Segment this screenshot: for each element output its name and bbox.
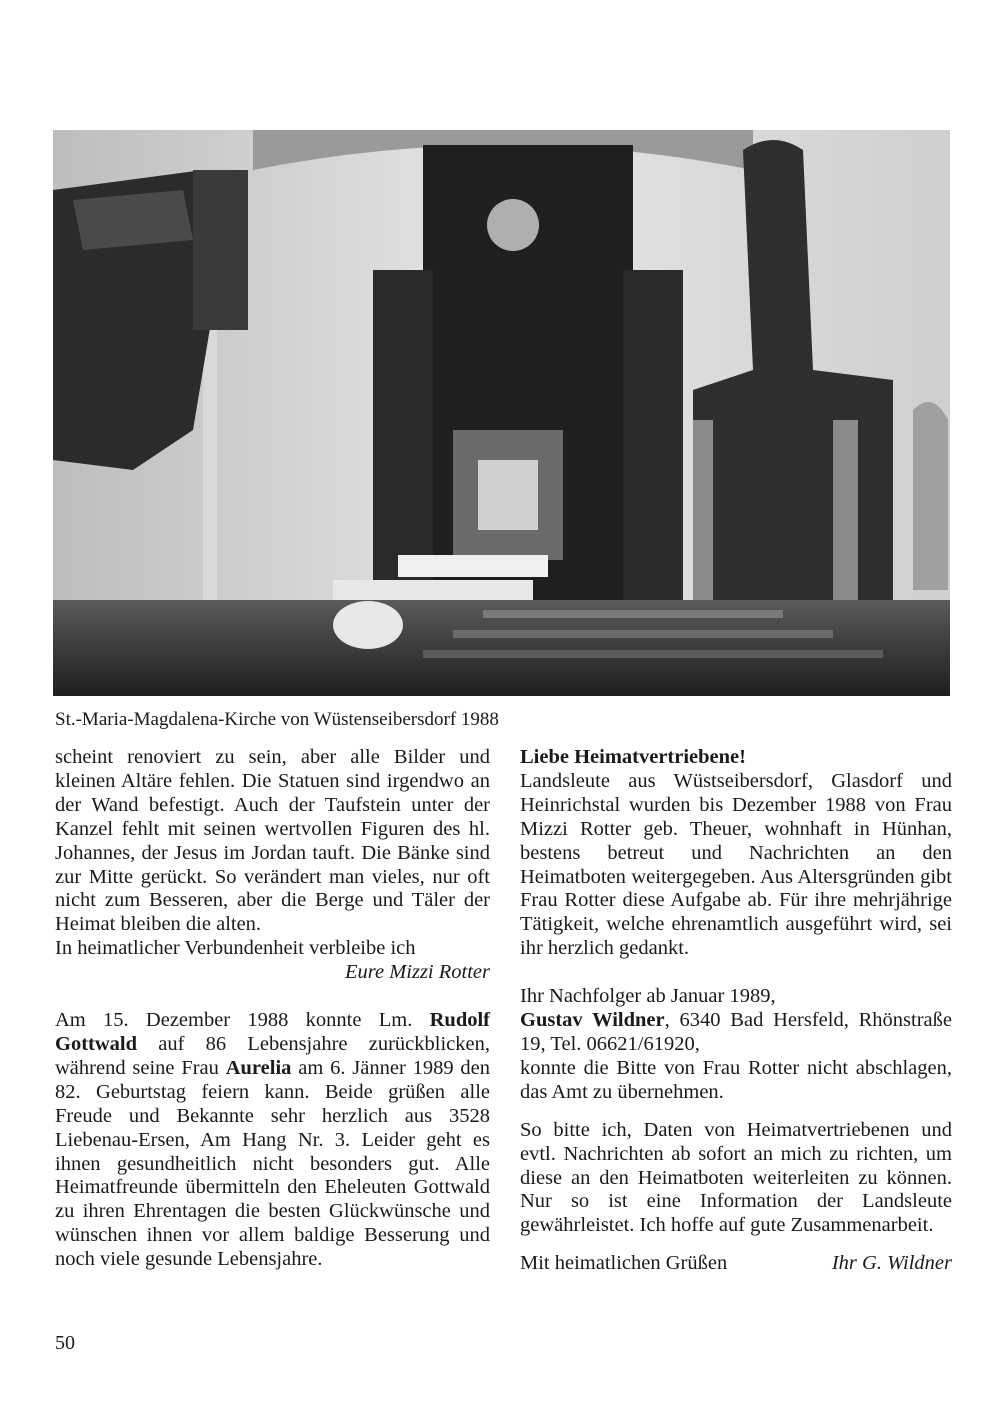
left-column	[55, 746, 490, 1272]
letter-closing: In heimatlicher Verbundenheit verbleibe ich	[55, 937, 416, 960]
successor-name: Gustav Wildner	[520, 1009, 665, 1032]
birthday-name-rudolf: Rudolf Gottwald	[55, 1009, 490, 1055]
spacer	[55, 985, 490, 1009]
successor-text: konnte die Bitte von Frau Rotter nicht abschlagen, das Amt zu übernehmen.	[520, 1056, 952, 1103]
letter-signature: Eure Mizzi Rotter	[344, 961, 490, 984]
closing-line	[520, 1252, 952, 1276]
page-number: 50	[55, 1332, 75, 1354]
birthday-paragraph: Am 15. Dezember 1988 konnte Lm. Rudolf Gottwald auf 86 Lebensjahre zurückblicken, während seine Frau Aurelia am 6. Jänner 1989 den 82. Geburtstag feiern kann. Beide grüßen alle Freude und Bekannte sehr herzlich aus 3528 Liebenau-Ersen, Am Hang Nr. 3. Leider geht es ihnen gesundheitlich nicht besonders gut. Alle Heimatfreunde übermitteln den Eheleuten Gottwald zu ihren Ehrentagen die besten Glückwünsche und wünschen ihnen vor allem baldige Besserung und noch viele gesunde Lebensjahre.	[55, 1009, 490, 1271]
right-column	[520, 746, 952, 1276]
successor-intro: Ihr Nachfolger ab Januar 1989,	[520, 985, 776, 1008]
announcement-paragraph: Landsleute aus Wüstseibersdorf, Glasdorf und Heinrichstal wurden bis Dezember 1988 von Frau Mizzi Rotter geb. Theuer, wohnhaft in Hünhan, bestens betreut und Nachrichten an den Heimatboten weitergegeben. Aus Altersgründen gibt Frau Rotter diese Aufgabe ab. Für ihre mehrjährige Tätigkeit, welche ehrenamtlich ausgeführt wird, sei ihr herzlich gedankt.	[520, 769, 952, 960]
birthday-name-aurelia: Aurelia	[225, 1056, 292, 1079]
spacer	[520, 1105, 952, 1119]
letter-paragraph: scheint renoviert zu sein, aber alle Bilder und kleinen Altäre fehlen. Die Statuen sind irgendwo an der Wand befestigt. Auch der Taufstein unter der Kanzel fehlt mit seinen wertvollen Figuren des hl. Johannes, der Jesus im Jordan tauft. Die Bänke sind zur Mitte gerückt. So verändert man vieles, nur oft nicht zum Besseren, aber die Berge und Täler der Heimat bleiben die alten.	[55, 746, 490, 936]
church-interior-photo	[53, 130, 950, 696]
spacer	[520, 1238, 952, 1252]
photo-caption: St.-Maria-Magdalena-Kirche von Wüstenseibersdorf 1988	[55, 709, 499, 730]
closing-signature: Ihr G. Wildner	[831, 1252, 952, 1275]
spacer	[520, 961, 952, 985]
request-paragraph: So bitte ich, Daten von Heimatvertriebenen und evtl. Nachrichten ab sofort an mich zu richten, um diese an den Heimatboten weiterleiten zu können. Nur so ist eine Information der Landsleute gewährleistet. Ich hoffe auf gute Zusammenarbeit.	[520, 1118, 952, 1237]
announcement-heading: Liebe Heimatvertriebene!	[520, 746, 746, 768]
closing-greeting: Mit heimatlichen Grüßen	[520, 1252, 728, 1275]
successor-details: Gustav Wildner, 6340 Bad Hersfeld, Rhönstraße 19, Tel. 06621/61920,	[520, 1009, 952, 1055]
